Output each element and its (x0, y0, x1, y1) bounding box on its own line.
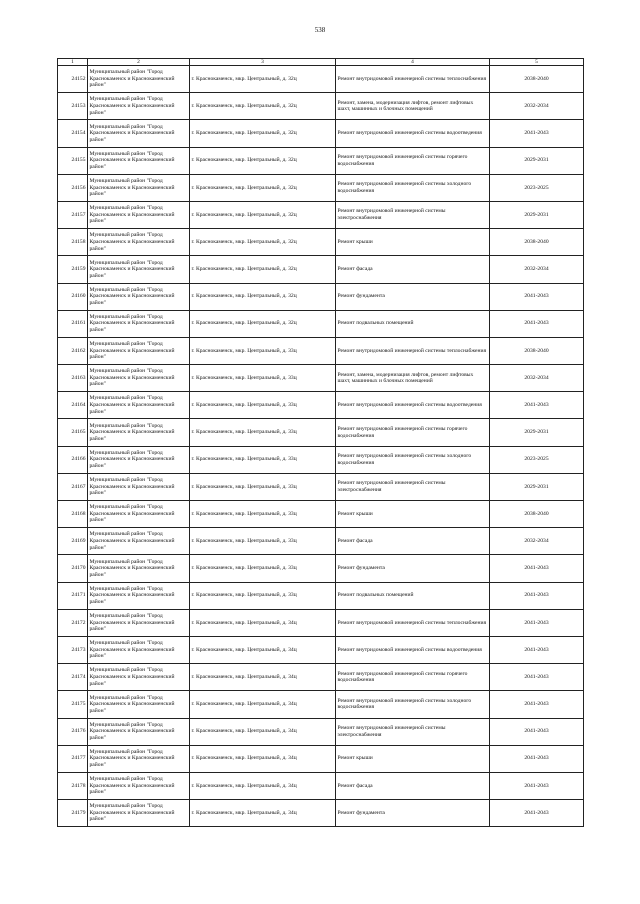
table-row (58, 419, 584, 446)
table-row (58, 310, 584, 337)
address-cell: г. Краснокаменск, мкр. Центральный, д. 33ц (190, 446, 336, 473)
period-cell: 2038-2040 (490, 229, 584, 256)
table-row (58, 174, 584, 201)
municipality-cell: Муниципальный район "Город Краснокаменск и Краснокаменский район" (88, 528, 190, 555)
column-number-4: 4 (336, 59, 490, 66)
table-row (58, 528, 584, 555)
table-header (58, 59, 584, 66)
work-type-cell: Ремонт внутридомовой инженерной системы электроснабжения (336, 201, 490, 228)
table-row (58, 501, 584, 528)
row-number: 24170 (58, 555, 88, 582)
address-cell: г. Краснокаменск, мкр. Центральный, д. 32ц (190, 174, 336, 201)
address-cell: г. Краснокаменск, мкр. Центральный, д. 33ц (190, 582, 336, 609)
work-type-cell: Ремонт фасада (336, 256, 490, 283)
municipality-cell: Муниципальный район "Город Краснокаменск и Краснокаменский район" (88, 772, 190, 799)
municipality-cell: Муниципальный район "Город Краснокаменск и Краснокаменский район" (88, 66, 190, 93)
row-number: 24160 (58, 283, 88, 310)
work-type-cell: Ремонт крыши (336, 229, 490, 256)
work-type-cell: Ремонт внутридомовой инженерной системы водоотведения (336, 392, 490, 419)
municipality-cell: Муниципальный район "Город Краснокаменск и Краснокаменский район" (88, 147, 190, 174)
table-row (58, 800, 584, 827)
address-cell: г. Краснокаменск, мкр. Центральный, д. 33ц (190, 419, 336, 446)
row-number: 24172 (58, 609, 88, 636)
period-cell: 2041-2043 (490, 664, 584, 691)
address-cell: г. Краснокаменск, мкр. Центральный, д. 33ц (190, 555, 336, 582)
municipality-cell: Муниципальный район "Город Краснокаменск и Краснокаменский район" (88, 256, 190, 283)
municipality-cell: Муниципальный район "Город Краснокаменск и Краснокаменский район" (88, 501, 190, 528)
municipality-cell: Муниципальный район "Город Краснокаменск и Краснокаменский район" (88, 283, 190, 310)
column-number-2: 2 (88, 59, 190, 66)
row-number: 24163 (58, 365, 88, 392)
table-row (58, 582, 584, 609)
work-type-cell: Ремонт внутридомовой инженерной системы теплоснабжения (336, 66, 490, 93)
table-row (58, 93, 584, 120)
period-cell: 2038-2040 (490, 501, 584, 528)
municipality-cell: Муниципальный район "Город Краснокаменск и Краснокаменский район" (88, 609, 190, 636)
address-cell: г. Краснокаменск, мкр. Центральный, д. 34ц (190, 800, 336, 827)
row-number: 24175 (58, 691, 88, 718)
work-type-cell: Ремонт фундамента (336, 555, 490, 582)
row-number: 24156 (58, 174, 88, 201)
period-cell: 2041-2043 (490, 555, 584, 582)
period-cell: 2041-2043 (490, 120, 584, 147)
column-number-1: 1 (58, 59, 88, 66)
address-cell: г. Краснокаменск, мкр. Центральный, д. 33ц (190, 473, 336, 500)
row-number: 24177 (58, 745, 88, 772)
municipality-cell: Муниципальный район "Город Краснокаменск и Краснокаменский район" (88, 93, 190, 120)
work-type-cell: Ремонт фасада (336, 528, 490, 555)
table-body (58, 66, 584, 827)
work-type-cell: Ремонт внутридомовой инженерной системы холодного водоснабжения (336, 174, 490, 201)
address-cell: г. Краснокаменск, мкр. Центральный, д. 32ц (190, 256, 336, 283)
address-cell: г. Краснокаменск, мкр. Центральный, д. 34ц (190, 609, 336, 636)
address-cell: г. Краснокаменск, мкр. Центральный, д. 34ц (190, 691, 336, 718)
row-number: 24154 (58, 120, 88, 147)
row-number: 24173 (58, 636, 88, 663)
address-cell: г. Краснокаменск, мкр. Центральный, д. 33ц (190, 501, 336, 528)
address-cell: г. Краснокаменск, мкр. Центральный, д. 32ц (190, 120, 336, 147)
row-number: 24164 (58, 392, 88, 419)
municipality-cell: Муниципальный район "Город Краснокаменск и Краснокаменский район" (88, 718, 190, 745)
address-cell: г. Краснокаменск, мкр. Центральный, д. 32ц (190, 229, 336, 256)
period-cell: 2041-2043 (490, 582, 584, 609)
address-cell: г. Краснокаменск, мкр. Центральный, д. 34ц (190, 772, 336, 799)
table-row (58, 664, 584, 691)
address-cell: г. Краснокаменск, мкр. Центральный, д. 32ц (190, 147, 336, 174)
municipality-cell: Муниципальный район "Город Краснокаменск и Краснокаменский район" (88, 745, 190, 772)
row-number: 24167 (58, 473, 88, 500)
period-cell: 2023-2025 (490, 446, 584, 473)
table-row (58, 691, 584, 718)
work-type-cell: Ремонт фасада (336, 772, 490, 799)
municipality-cell: Муниципальный район "Город Краснокаменск и Краснокаменский район" (88, 473, 190, 500)
municipality-cell: Муниципальный район "Город Краснокаменск и Краснокаменский район" (88, 174, 190, 201)
address-cell: г. Краснокаменск, мкр. Центральный, д. 33ц (190, 337, 336, 364)
period-cell: 2041-2043 (490, 772, 584, 799)
row-number: 24153 (58, 93, 88, 120)
work-type-cell: Ремонт внутридомовой инженерной системы теплоснабжения (336, 609, 490, 636)
period-cell: 2041-2043 (490, 392, 584, 419)
period-cell: 2041-2043 (490, 283, 584, 310)
period-cell: 2041-2043 (490, 636, 584, 663)
table-row (58, 609, 584, 636)
table-row (58, 283, 584, 310)
table-row (58, 718, 584, 745)
municipality-cell: Муниципальный район "Город Краснокаменск и Краснокаменский район" (88, 446, 190, 473)
period-cell: 2032-2034 (490, 365, 584, 392)
period-cell: 2029-2031 (490, 419, 584, 446)
row-number: 24159 (58, 256, 88, 283)
work-type-cell: Ремонт внутридомовой инженерной системы горячего водоснабжения (336, 419, 490, 446)
municipality-cell: Муниципальный район "Город Краснокаменск и Краснокаменский район" (88, 229, 190, 256)
table-row (58, 473, 584, 500)
municipality-cell: Муниципальный район "Город Краснокаменск и Краснокаменский район" (88, 636, 190, 663)
table-row (58, 256, 584, 283)
period-cell: 2032-2034 (490, 93, 584, 120)
period-cell: 2041-2043 (490, 609, 584, 636)
row-number: 24152 (58, 66, 88, 93)
row-number: 24168 (58, 501, 88, 528)
period-cell: 2032-2034 (490, 528, 584, 555)
work-type-cell: Ремонт внутридомовой инженерной системы теплоснабжения (336, 337, 490, 364)
municipality-cell: Муниципальный район "Город Краснокаменск и Краснокаменский район" (88, 582, 190, 609)
period-cell: 2029-2031 (490, 201, 584, 228)
municipality-cell: Муниципальный район "Город Краснокаменск и Краснокаменский район" (88, 555, 190, 582)
work-type-cell: Ремонт внутридомовой инженерной системы холодного водоснабжения (336, 691, 490, 718)
row-number: 24162 (58, 337, 88, 364)
municipality-cell: Муниципальный район "Город Краснокаменск и Краснокаменский район" (88, 392, 190, 419)
period-cell: 2041-2043 (490, 745, 584, 772)
column-number-row (58, 59, 584, 66)
address-cell: г. Краснокаменск, мкр. Центральный, д. 32ц (190, 66, 336, 93)
table-row (58, 636, 584, 663)
period-cell: 2041-2043 (490, 691, 584, 718)
address-cell: г. Краснокаменск, мкр. Центральный, д. 32ц (190, 283, 336, 310)
row-number: 24169 (58, 528, 88, 555)
table-row (58, 147, 584, 174)
table-row (58, 337, 584, 364)
row-number: 24155 (58, 147, 88, 174)
municipality-cell: Муниципальный район "Город Краснокаменск и Краснокаменский район" (88, 120, 190, 147)
municipality-cell: Муниципальный район "Город Краснокаменск и Краснокаменский район" (88, 310, 190, 337)
address-cell: г. Краснокаменск, мкр. Центральный, д. 32ц (190, 310, 336, 337)
period-cell: 2038-2040 (490, 337, 584, 364)
table-row (58, 392, 584, 419)
municipality-cell: Муниципальный район "Город Краснокаменск и Краснокаменский район" (88, 419, 190, 446)
table-row (58, 120, 584, 147)
address-cell: г. Краснокаменск, мкр. Центральный, д. 34ц (190, 745, 336, 772)
work-type-cell: Ремонт внутридомовой инженерной системы горячего водоснабжения (336, 664, 490, 691)
column-number-5: 5 (490, 59, 584, 66)
municipality-cell: Муниципальный район "Город Краснокаменск и Краснокаменский район" (88, 664, 190, 691)
address-cell: г. Краснокаменск, мкр. Центральный, д. 34ц (190, 718, 336, 745)
row-number: 24165 (58, 419, 88, 446)
period-cell: 2029-2031 (490, 473, 584, 500)
address-cell: г. Краснокаменск, мкр. Центральный, д. 32ц (190, 93, 336, 120)
row-number: 24158 (58, 229, 88, 256)
work-type-cell: Ремонт, замена, модернизация лифтов, ремонт лифтовых шахт, машинных и блочных помещений (336, 365, 490, 392)
work-type-cell: Ремонт внутридомовой инженерной системы водоотведения (336, 636, 490, 663)
row-number: 24157 (58, 201, 88, 228)
period-cell: 2023-2025 (490, 174, 584, 201)
period-cell: 2041-2043 (490, 718, 584, 745)
work-type-cell: Ремонт внутридомовой инженерной системы водоотведения (336, 120, 490, 147)
work-type-cell: Ремонт подвальных помещений (336, 310, 490, 337)
municipality-cell: Муниципальный район "Город Краснокаменск и Краснокаменский район" (88, 800, 190, 827)
work-type-cell: Ремонт внутридомовой инженерной системы электроснабжения (336, 718, 490, 745)
table-row (58, 201, 584, 228)
table-row (58, 772, 584, 799)
period-cell: 2029-2031 (490, 147, 584, 174)
row-number: 24178 (58, 772, 88, 799)
address-cell: г. Краснокаменск, мкр. Центральный, д. 32ц (190, 201, 336, 228)
column-number-3: 3 (190, 59, 336, 66)
municipality-cell: Муниципальный район "Город Краснокаменск и Краснокаменский район" (88, 337, 190, 364)
table-row (58, 745, 584, 772)
row-number: 24176 (58, 718, 88, 745)
row-number: 24161 (58, 310, 88, 337)
capital-repair-table (57, 58, 584, 827)
address-cell: г. Краснокаменск, мкр. Центральный, д. 33ц (190, 392, 336, 419)
work-type-cell: Ремонт внутридомовой инженерной системы горячего водоснабжения (336, 147, 490, 174)
address-cell: г. Краснокаменск, мкр. Центральный, д. 33ц (190, 528, 336, 555)
municipality-cell: Муниципальный район "Город Краснокаменск и Краснокаменский район" (88, 691, 190, 718)
row-number: 24166 (58, 446, 88, 473)
work-type-cell: Ремонт крыши (336, 501, 490, 528)
work-type-cell: Ремонт внутридомовой инженерной системы электроснабжения (336, 473, 490, 500)
work-type-cell: Ремонт фундамента (336, 283, 490, 310)
table-row (58, 66, 584, 93)
row-number: 24174 (58, 664, 88, 691)
work-type-cell: Ремонт фундамента (336, 800, 490, 827)
municipality-cell: Муниципальный район "Город Краснокаменск и Краснокаменский район" (88, 201, 190, 228)
address-cell: г. Краснокаменск, мкр. Центральный, д. 34ц (190, 636, 336, 663)
row-number: 24179 (58, 800, 88, 827)
municipality-cell: Муниципальный район "Город Краснокаменск и Краснокаменский район" (88, 365, 190, 392)
table-row (58, 229, 584, 256)
work-type-cell: Ремонт, замена, модернизация лифтов, ремонт лифтовых шахт, машинных и блочных помещений (336, 93, 490, 120)
period-cell: 2032-2034 (490, 256, 584, 283)
table-row (58, 555, 584, 582)
table-row (58, 446, 584, 473)
period-cell: 2041-2043 (490, 800, 584, 827)
period-cell: 2041-2043 (490, 310, 584, 337)
work-type-cell: Ремонт подвальных помещений (336, 582, 490, 609)
row-number: 24171 (58, 582, 88, 609)
address-cell: г. Краснокаменск, мкр. Центральный, д. 34ц (190, 664, 336, 691)
work-type-cell: Ремонт внутридомовой инженерной системы холодного водоснабжения (336, 446, 490, 473)
page-number: 538 (314, 26, 326, 34)
address-cell: г. Краснокаменск, мкр. Центральный, д. 33ц (190, 365, 336, 392)
work-type-cell: Ремонт крыши (336, 745, 490, 772)
period-cell: 2038-2040 (490, 66, 584, 93)
table-row (58, 365, 584, 392)
